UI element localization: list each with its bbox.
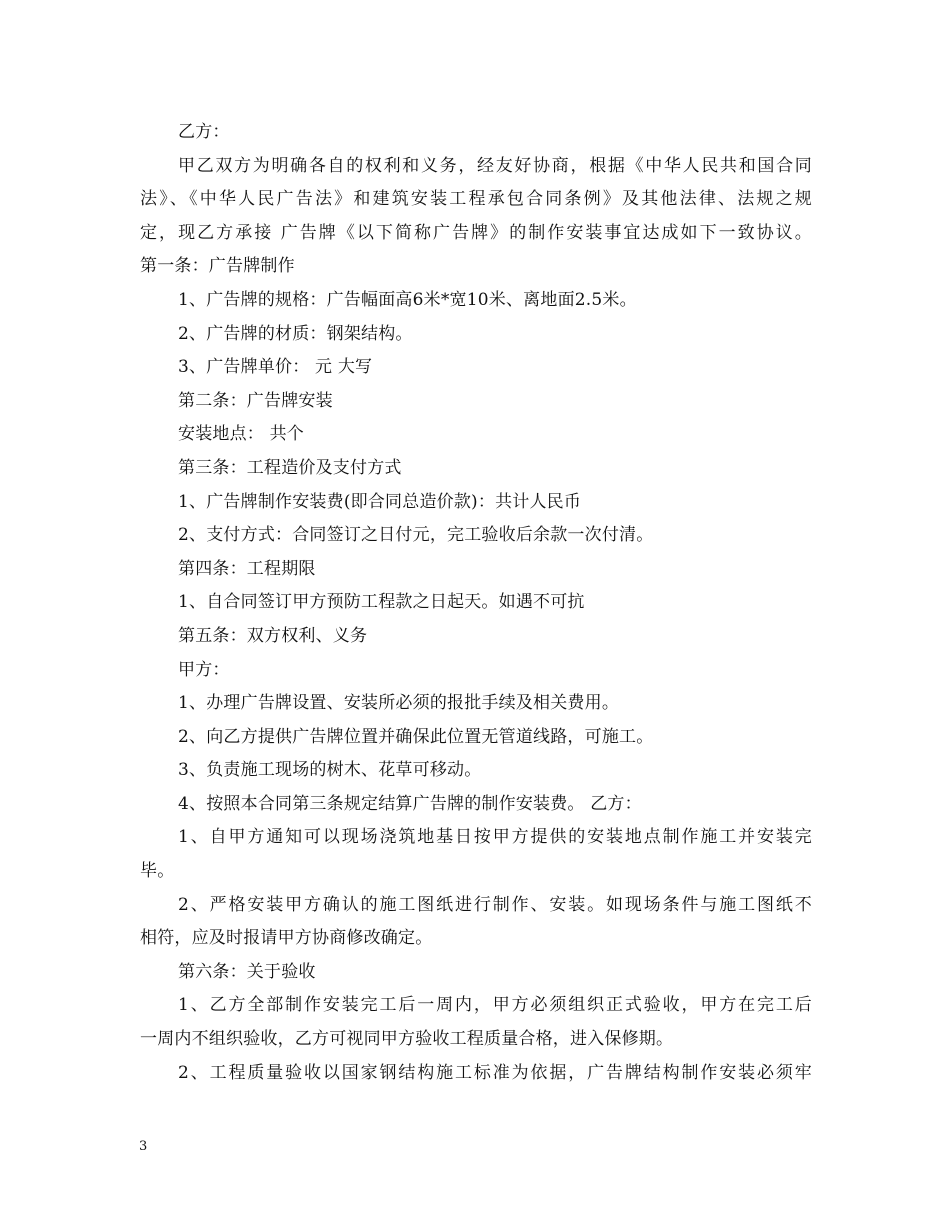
text-line: 4、按照本合同第三条规定结算广告牌的制作安装费。 乙方： [178,793,642,814]
text-line: 1、自合同签订甲方预防工程款之日起天。如遇不可抗 [178,592,585,613]
text-line: 相符，应及时报请甲方协商修改确定。 [140,928,433,949]
text-line: 乙方： [178,122,230,142]
text-line: 2、支付方式：合同签订之日付元，完工验收后余款一次付清。 [178,525,654,546]
text-line: 一周内不组织验收，乙方可视同甲方验收工程质量合格，进入保修期。 [140,1029,674,1050]
text-line: 法》、《中华人民广告法》和建筑安装工程承包合同条例》及其他法律、法规之规 [140,189,812,210]
text-line: 3、广告牌单价： 元 大写 [178,357,373,378]
section-heading: 第二条：广告牌安装 [178,390,333,411]
text-line: 毕。 [140,861,175,882]
text-line: 2、严格安装甲方确认的施工图纸进行制作、安装。如现场条件与施工图纸不 [178,894,812,915]
section-heading: 第一条：广告牌制作 [140,256,295,277]
text-line: 1、乙方全部制作安装完工后一周内，甲方必须组织正式验收，甲方在完工后 [178,995,812,1016]
section-heading: 第四条：工程期限 [178,558,316,579]
text-line: 1、广告牌的规格：广告幅面高6米*宽10米、离地面2.5米。 [178,289,637,310]
section-heading: 第六条：关于验收 [178,961,316,982]
section-heading: 第三条：工程造价及支付方式 [178,457,402,478]
text-line: 定，现乙方承接 广告牌《以下简称广告牌》的制作安装事宜达成如下一致协议。 [140,222,812,243]
text-line: 2、工程质量验收以国家钢结构施工标准为依据，广告牌结构制作安装必须牢 [178,1062,812,1083]
text-line: 2、向乙方提供广告牌位置并确保此位置无管道线路，可施工。 [178,726,654,747]
text-line: 1、广告牌制作安装费(即合同总造价款)：共计人民币 [178,491,582,512]
text-line: 2、广告牌的材质：钢架结构。 [178,323,413,344]
text-line: 1、办理广告牌设置、安装所必须的报批手续及相关费用。 [178,693,620,714]
text-line: 甲乙双方为明确各自的权利和义务，经友好协商，根据《中华人民共和国合同 [178,155,812,176]
page-number: 3 [139,1139,148,1154]
contract-body [140,116,812,1090]
text-line: 1、自甲方通知可以现场浇筑地基日按甲方提供的安装地点制作施工并安装完 [178,827,812,848]
section-heading: 第五条：双方权利、义务 [178,625,368,646]
text-line: 安装地点： 共个 [178,424,305,445]
text-line: 3、负责施工现场的树木、花草可移动。 [178,760,482,781]
text-line: 甲方： [178,659,230,680]
